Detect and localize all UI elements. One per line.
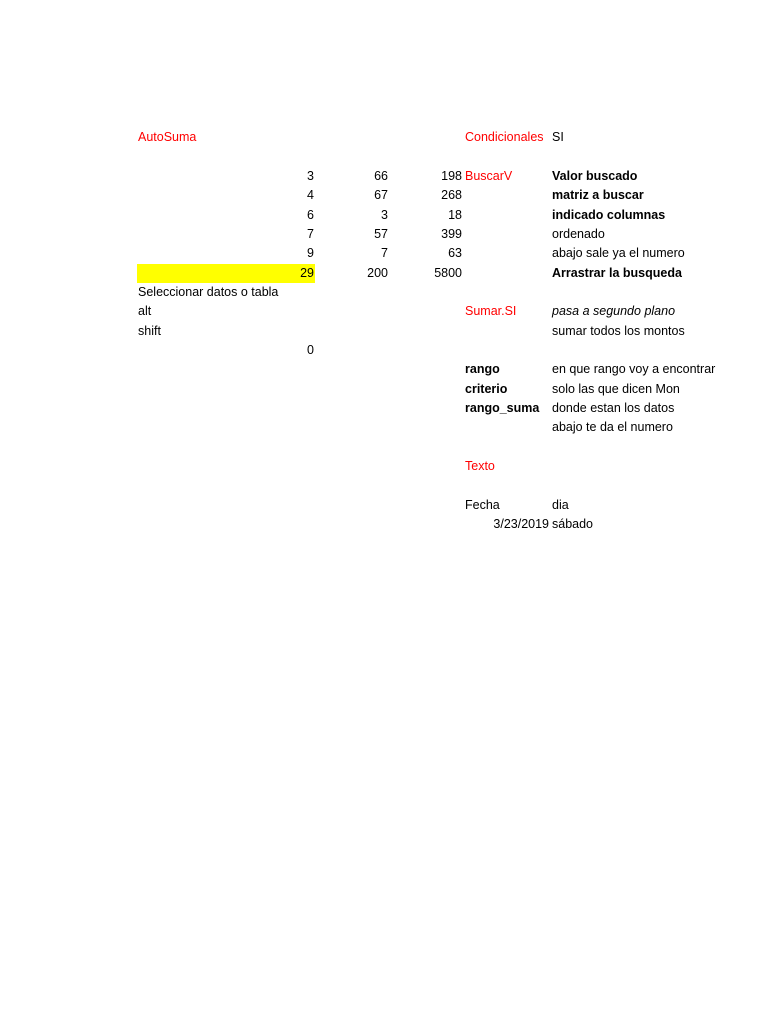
autosuma-note-select[interactable]: Seleccionar datos o tabla [138,285,279,299]
autosuma-cell-b7[interactable]: 9 [307,246,314,260]
texto-heading[interactable]: Texto [465,459,495,473]
texto-dia-value[interactable]: sábado [552,517,594,531]
sumarsi-footer[interactable]: abajo te da el numero [552,420,673,434]
buscarv-heading[interactable]: BuscarV [465,169,513,183]
sumarsi-sumar-montos[interactable]: sumar todos los montos [552,324,685,338]
buscarv-arrastrar[interactable]: Arrastrar la busqueda [552,266,682,280]
autosuma-note-shift[interactable]: shift [138,324,161,338]
condicionales-heading[interactable]: Condicionales [465,130,544,144]
autosuma-cell-d7[interactable]: 63 [448,246,462,260]
buscarv-valor-buscado[interactable]: Valor buscado [552,169,638,183]
autosuma-cell-c6[interactable]: 57 [374,227,388,241]
autosuma-heading[interactable]: AutoSuma [138,130,197,144]
autosuma-zero-cell[interactable]: 0 [307,343,314,357]
autosuma-cell-d3[interactable]: 198 [441,169,462,183]
autosuma-cell-c4[interactable]: 67 [374,188,388,202]
sumarsi-param-criterio[interactable]: criterio [465,382,508,396]
autosuma-cell-b3[interactable]: 3 [307,169,314,183]
sumarsi-heading[interactable]: Sumar.SI [465,304,517,318]
buscarv-abajo-sale[interactable]: abajo sale ya el numero [552,246,685,260]
autosuma-cell-c3[interactable]: 66 [374,169,388,183]
sumarsi-segundo-plano[interactable]: pasa a segundo plano [552,304,676,318]
condicionales-si-cell[interactable]: SI [552,130,564,144]
texto-dia-label[interactable]: dia [552,498,569,512]
texto-fecha-label[interactable]: Fecha [465,498,500,512]
sumarsi-param-rango-suma[interactable]: rango_suma [465,401,540,415]
buscarv-ordenado[interactable]: ordenado [552,227,605,241]
buscarv-matriz[interactable]: matriz a buscar [552,188,644,202]
autosuma-total-cell[interactable]: 29 [300,266,314,280]
autosuma-cell-c8[interactable]: 200 [367,266,388,280]
autosuma-cell-b6[interactable]: 7 [307,227,314,241]
sumarsi-param-rango[interactable]: rango [465,362,500,376]
buscarv-indicado-columnas[interactable]: indicado columnas [552,208,666,222]
autosuma-note-alt[interactable]: alt [138,304,152,318]
sumarsi-desc-rango[interactable]: en que rango voy a encontrar [552,362,716,376]
sumarsi-desc-rango-suma[interactable]: donde estan los datos [552,401,675,415]
sumarsi-desc-criterio[interactable]: solo las que dicen Mon [552,382,680,396]
autosuma-cell-c5[interactable]: 3 [381,208,388,222]
autosuma-cell-b5[interactable]: 6 [307,208,314,222]
autosuma-cell-c7[interactable]: 7 [381,246,388,260]
autosuma-cell-d5[interactable]: 18 [448,208,462,222]
autosuma-cell-d6[interactable]: 399 [441,227,462,241]
autosuma-cell-d8[interactable]: 5800 [434,266,462,280]
autosuma-cell-b4[interactable]: 4 [307,188,314,202]
autosuma-cell-d4[interactable]: 268 [441,188,462,202]
texto-fecha-value[interactable]: 3/23/2019 [493,517,549,531]
